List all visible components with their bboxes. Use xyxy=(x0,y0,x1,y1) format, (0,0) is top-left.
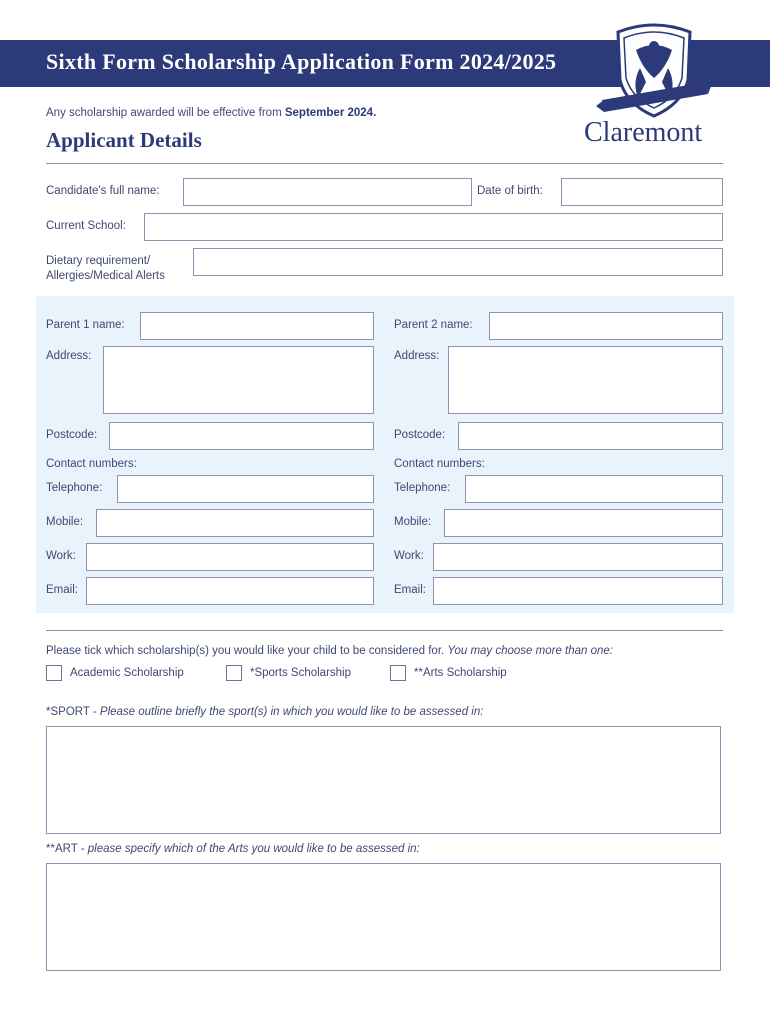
parent2-mobile-field[interactable] xyxy=(444,509,723,537)
parent2-name-label: Parent 2 name: xyxy=(394,319,473,331)
parent1-email-field[interactable] xyxy=(86,577,374,605)
candidate-name-label: Candidate's full name: xyxy=(46,185,160,197)
scholarship-instruction-regular: Please tick which scholarship(s) you would like your child to be considered for. xyxy=(46,645,448,657)
intro-text-regular: Any scholarship awarded will be effective from xyxy=(46,107,285,119)
art-prompt xyxy=(46,843,420,855)
intro-date: September 2024. xyxy=(284,107,377,119)
parent1-postcode-label: Postcode: xyxy=(46,429,98,441)
parent2-work-field[interactable] xyxy=(433,543,723,571)
parent2-contact-label: Contact numbers: xyxy=(394,458,485,470)
arts-scholarship-checkbox[interactable] xyxy=(390,665,406,681)
parent1-name-field[interactable] xyxy=(140,312,374,340)
parent2-telephone-label: Telephone: xyxy=(394,482,451,494)
parent1-mobile-label: Mobile: xyxy=(46,516,84,528)
dob-field[interactable] xyxy=(561,178,723,206)
parent2-work-label: Work: xyxy=(394,550,424,562)
sport-prompt xyxy=(46,706,483,718)
form-title: Sixth Form Scholarship Application Form 2024/2025 xyxy=(46,49,557,74)
parent2-telephone-field[interactable] xyxy=(465,475,723,503)
candidate-name-field[interactable] xyxy=(183,178,472,206)
academic-scholarship-checkbox[interactable] xyxy=(46,665,62,681)
parent2-address-field[interactable] xyxy=(448,346,723,414)
parent1-address-label: Address: xyxy=(46,350,92,362)
parent1-work-label: Work: xyxy=(46,550,76,562)
parent1-work-field[interactable] xyxy=(86,543,374,571)
art-prompt-text: please specify which of the Arts you would like to be assessed in: xyxy=(87,843,420,855)
parent2-address-label: Address: xyxy=(394,350,440,362)
sport-textarea[interactable] xyxy=(46,726,721,834)
sports-scholarship-checkbox[interactable] xyxy=(226,665,242,681)
parent1-contact-label: Contact numbers: xyxy=(46,458,137,470)
dob-label: Date of birth: xyxy=(477,185,543,197)
parent1-mobile-field[interactable] xyxy=(96,509,374,537)
parent2-postcode-label: Postcode: xyxy=(394,429,446,441)
scholarship-instruction-italic: You may choose more than one: xyxy=(447,645,613,657)
parent2-email-label: Email: xyxy=(394,584,426,596)
parent2-postcode-field[interactable] xyxy=(458,422,723,450)
section-title-applicant: Applicant Details xyxy=(46,128,202,152)
parent2-mobile-label: Mobile: xyxy=(394,516,432,528)
sport-prompt-prefix: *SPORT - xyxy=(46,706,100,718)
parent2-name-field[interactable] xyxy=(489,312,723,340)
academic-scholarship-label: Academic Scholarship xyxy=(70,667,184,679)
dietary-label-line2: Allergies/Medical Alerts xyxy=(46,270,165,282)
scholarship-instruction xyxy=(46,645,613,657)
brand-name: Claremont xyxy=(584,117,703,148)
current-school-field[interactable] xyxy=(144,213,723,241)
dietary-label-line1: Dietary requirement/ xyxy=(46,255,151,267)
parent1-email-label: Email: xyxy=(46,584,78,596)
section-divider xyxy=(46,163,723,164)
current-school-label: Current School: xyxy=(46,220,126,232)
parent1-name-label: Parent 1 name: xyxy=(46,319,125,331)
parent1-telephone-field[interactable] xyxy=(117,475,374,503)
sports-scholarship-label: *Sports Scholarship xyxy=(250,667,351,679)
art-textarea[interactable] xyxy=(46,863,721,971)
parent1-postcode-field[interactable] xyxy=(109,422,374,450)
parent1-telephone-label: Telephone: xyxy=(46,482,103,494)
dietary-field[interactable] xyxy=(193,248,723,276)
sport-prompt-text: Please outline briefly the sport(s) in which you would like to be assessed in: xyxy=(99,706,484,718)
parent2-email-field[interactable] xyxy=(433,577,723,605)
art-prompt-prefix: **ART - xyxy=(46,843,88,855)
parent1-address-field[interactable] xyxy=(103,346,374,414)
school-crest-logo xyxy=(596,20,712,130)
intro-text xyxy=(46,107,376,119)
arts-scholarship-label: **Arts Scholarship xyxy=(414,667,507,679)
scholarship-divider xyxy=(46,630,723,631)
